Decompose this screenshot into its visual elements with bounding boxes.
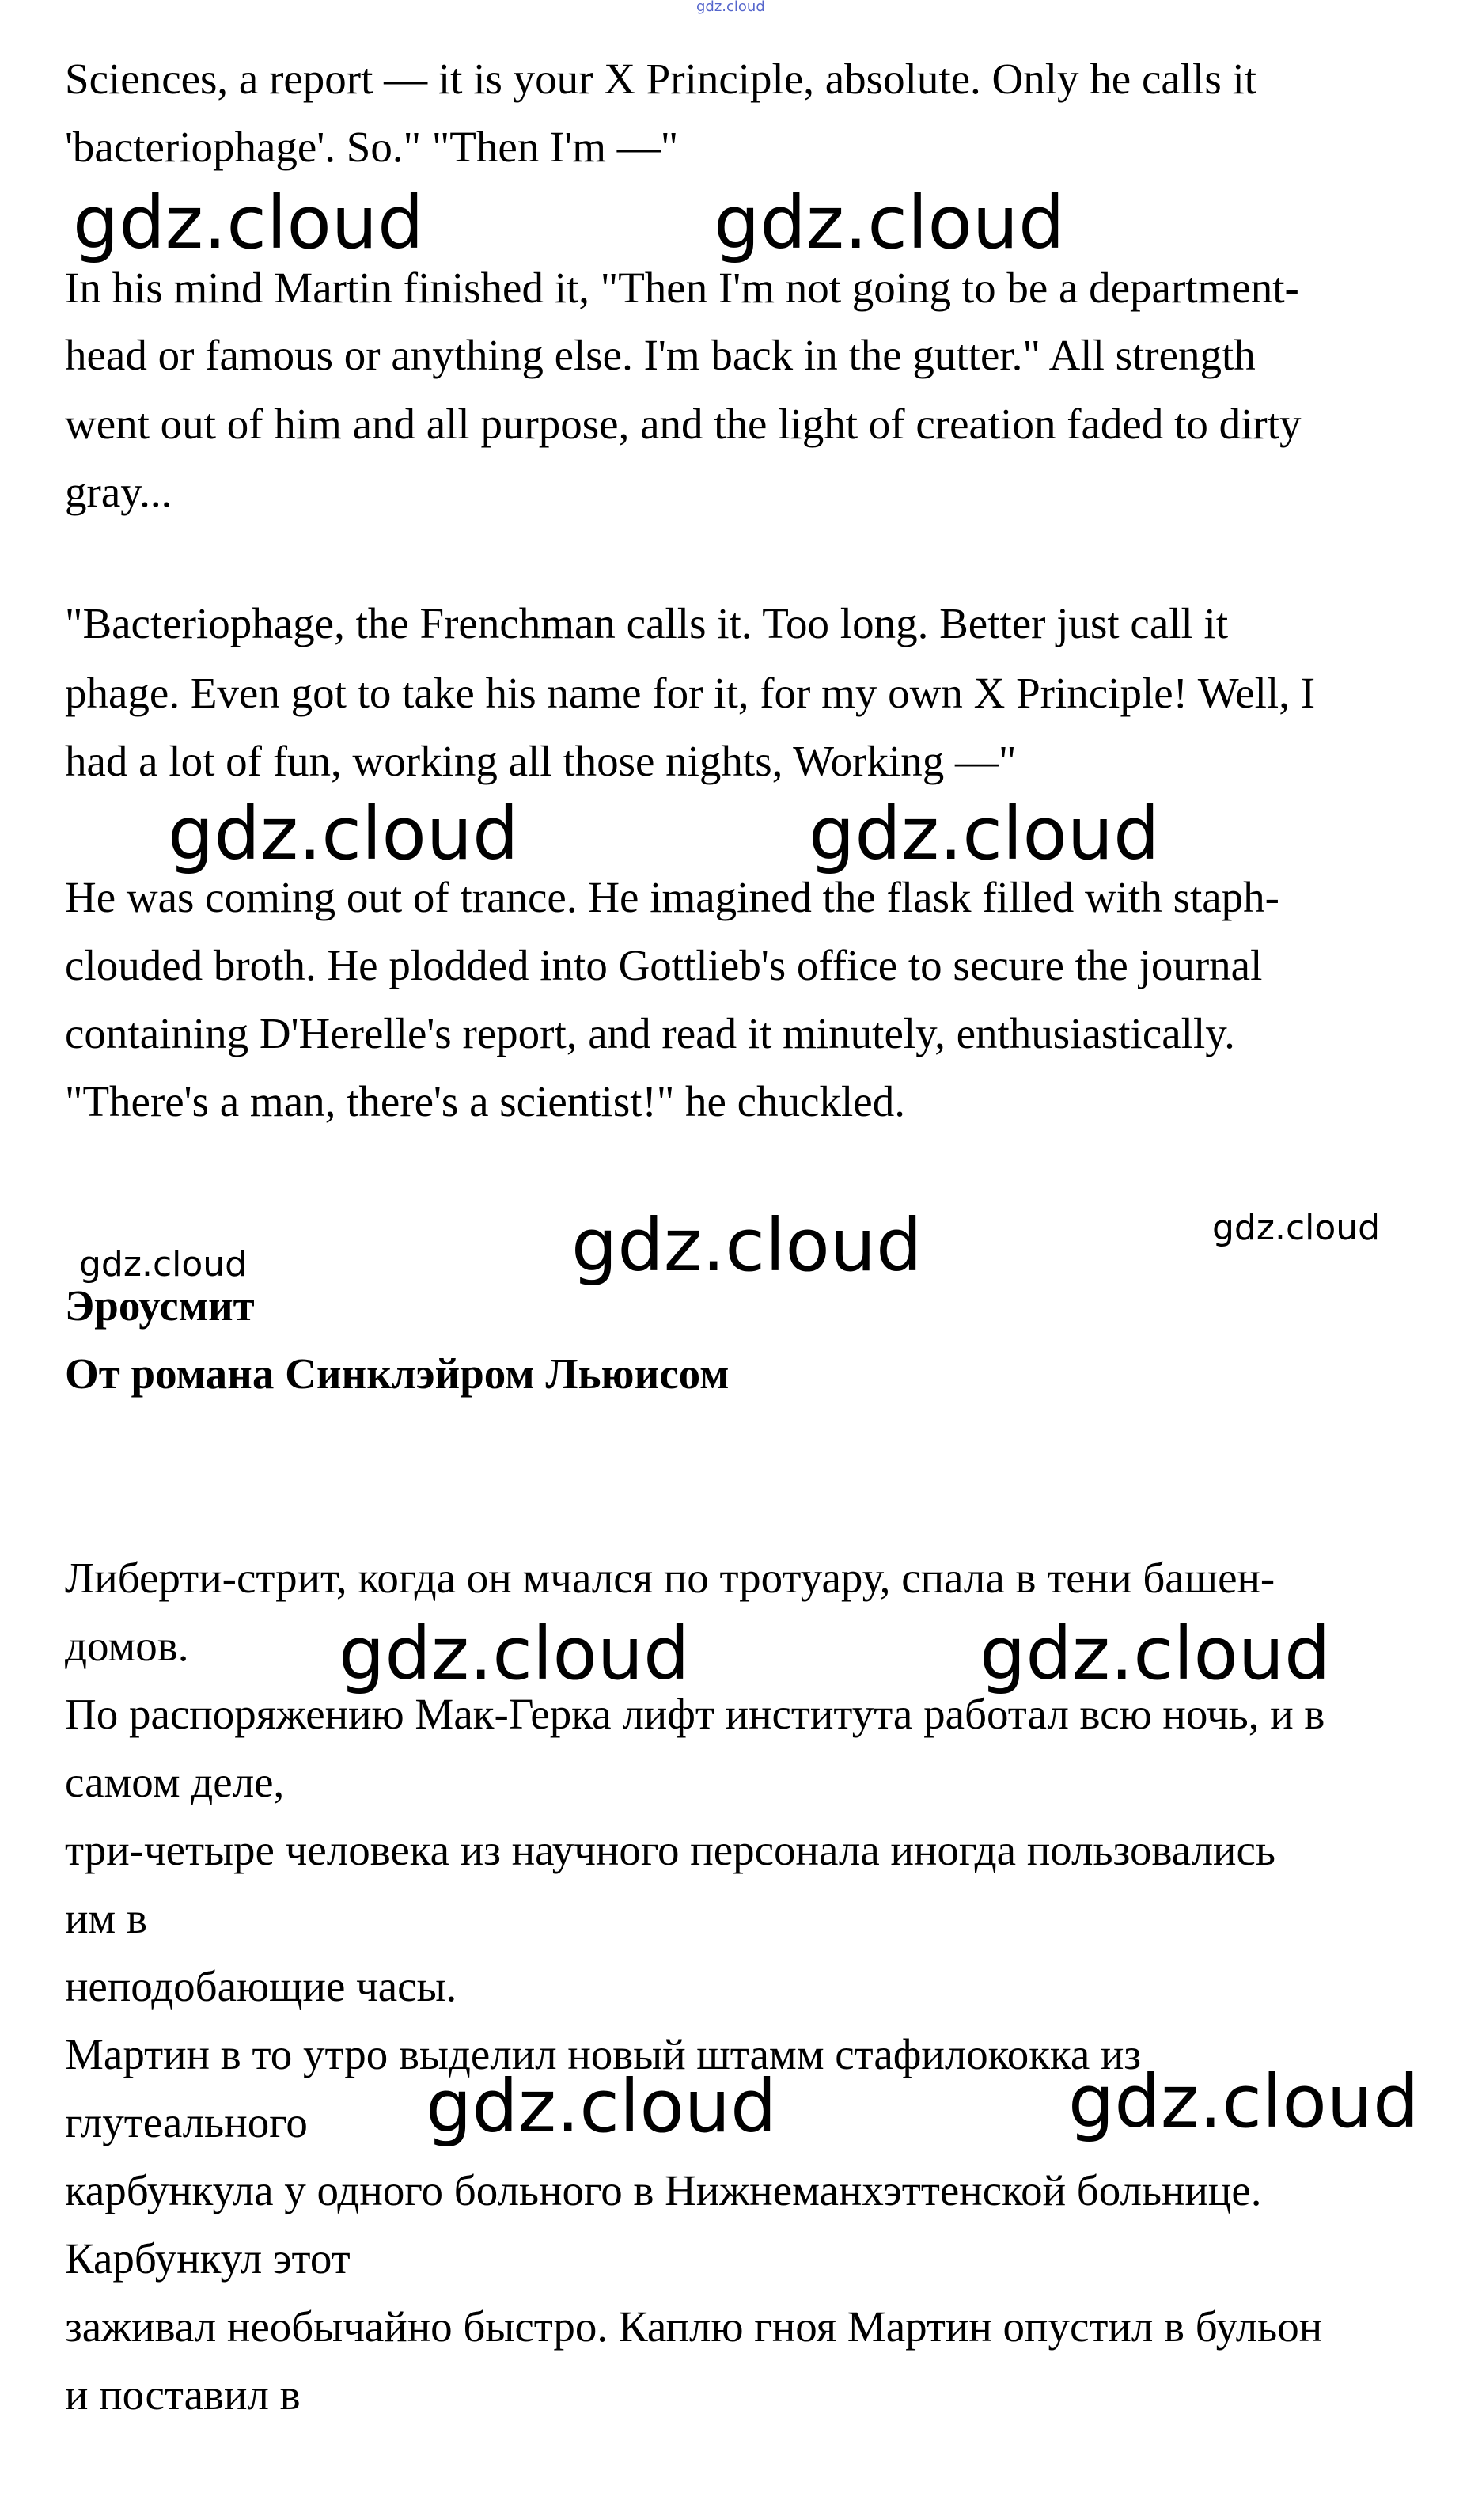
text-line: Карбункул этот (65, 2234, 351, 2283)
document-subtitle: От романа Синклэйром Льюисом (65, 1349, 730, 1398)
watermark: gdz.cloud (714, 180, 1065, 265)
text-line: head or famous or anything else. I'm back in the gutter." All strength (65, 331, 1256, 379)
text-line: глутеального (65, 2098, 308, 2146)
text-line: Sciences, a report — it is your X Principle, absolute. Only he calls it (65, 55, 1257, 103)
text-line: 'bacteriophage'. So." "Then I'm —" (65, 123, 679, 171)
text-line: Мартин в то утро выделил новый штамм стафилококка из (65, 2030, 1142, 2078)
text-line: In his mind Martin finished it, "Then I'm not going to be a department- (65, 264, 1299, 312)
watermark: gdz.cloud (79, 1244, 248, 1285)
text-line: had a lot of fun, working all those nights, Working —" (65, 737, 1017, 785)
text-line: и поставил в (65, 2370, 301, 2419)
text-line: He was coming out of trance. He imagined the flask filled with staph- (65, 873, 1279, 921)
text-line: домов. (65, 1622, 189, 1670)
text-line: По распоряжению Мак-Герка лифт института работал всю ночь, и в (65, 1690, 1325, 1738)
text-line: Либерти-стрит, когда он мчался по тротуару, спала в тени башен- (65, 1554, 1275, 1602)
text-line: самом деле, (65, 1758, 285, 1806)
text-line: containing D'Herelle's report, and read it minutely, enthusiastically. (65, 1009, 1235, 1057)
text-line: went out of him and all purpose, and the light of creation faded to dirty (65, 400, 1302, 448)
text-line: им в (65, 1894, 147, 1942)
text-line: неподобающие часы. (65, 1962, 457, 2010)
text-line: заживал необычайно быстро. Каплю гноя Мартин опустил в бульон (65, 2302, 1323, 2351)
watermark: gdz.cloud (168, 791, 519, 876)
text-line: три-четыре человека из научного персонала иногда пользовались (65, 1826, 1275, 1874)
watermark: gdz.cloud (1212, 1208, 1381, 1248)
watermark: gdz.cloud (73, 180, 424, 265)
watermark-top: gdz.cloud (696, 0, 765, 15)
text-line: "Bacteriophage, the Frenchman calls it. Too long. Better just call it (65, 599, 1229, 647)
document-title: Эроусмит (65, 1281, 255, 1330)
text-line: карбункула у одного больного в Нижнеманхэттенской больнице. (65, 2166, 1262, 2214)
watermark: gdz.cloud (1068, 2059, 1419, 2144)
watermark: gdz.cloud (809, 791, 1160, 876)
watermark: gdz.cloud (426, 2064, 777, 2149)
text-line: clouded broth. He plodded into Gottlieb's office to secure the journal (65, 941, 1263, 989)
text-line: gray... (65, 468, 172, 516)
watermark: gdz.cloud (980, 1611, 1331, 1696)
watermark: gdz.cloud (571, 1203, 923, 1288)
watermark: gdz.cloud (339, 1611, 690, 1696)
text-line: "There's a man, there's a scientist!" he chuckled. (65, 1077, 905, 1125)
text-line: phage. Even got to take his name for it, for my own X Principle! Well, I (65, 669, 1316, 717)
